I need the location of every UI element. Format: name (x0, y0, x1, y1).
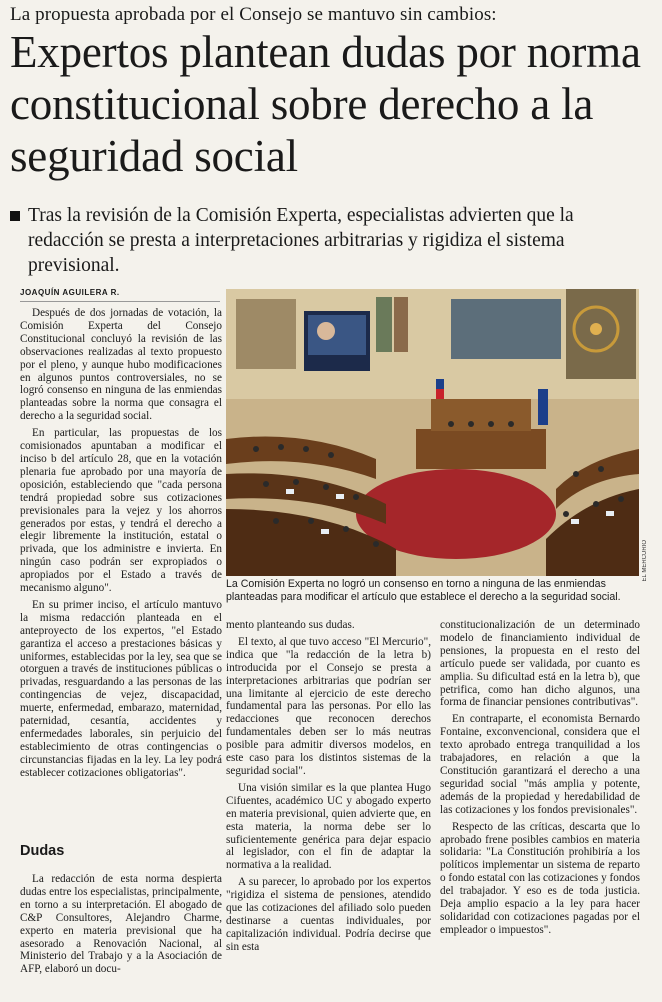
column-1 (20, 307, 222, 784)
chamber-illustration (226, 289, 639, 576)
kicker: La propuesta aprobada por el Consejo se mantuvo sin cambios: (10, 4, 497, 25)
paragraph: En su primer inciso, el artículo mantuvo la misma redacción planteada en el anteproyecto de los expertos, "el Estado garantiza el acceso a prestaciones básicas y uniformes, establecidas por la ley, sea que se otorguen a través de instituciones públicas o privadas, resguardando a las personas de las contingencias de vejez, discapacidad, muerte, enfermedad, embarazo, maternidad, paternidad, cesantía, accidentes y enfermedades laborales, sin perjuicio del establecimiento de otras contingencias o circunstancias fijadas en la ley. La ley podrá establecer cotizaciones obligatorias". (20, 598, 222, 779)
subhead: Dudas (20, 843, 65, 859)
byline-rule (20, 301, 220, 302)
photo-credit: EL MERCURIO (642, 540, 648, 582)
paragraph: constitucionalización de un determinado modelo de financiamiento individual de pensiones, la propuesta en el resto del artículo puede ser validada, por cuanto es amplia. Su dificultad está en la letra b), que petrifica, como han dicho algunos, una forma de financiar pensiones contributivas". (440, 619, 640, 709)
headline: Expertos plantean dudas por norma constitucional sobre derecho a la seguridad social (10, 27, 641, 181)
lead-bullet (10, 211, 20, 221)
byline: JOAQUÍN AGUILERA R. (20, 288, 120, 297)
paragraph: El texto, al que tuvo acceso "El Mercurio", indica que "la redacción de la letra b) introducida por el Consejo se presta a interpretaciones arbitrarias que podrían ser una limitante al ejercicio de este derecho fundamental para las personas. Por ello las redacciones que reconocen derechos fundamentales deben ser lo más neutras posible para admitir diversos modelos, en este caso para los distintos sistemas de la seguridad social". (226, 635, 431, 777)
paragraph: Después de dos jornadas de votación, la Comisión Experta del Consejo Constitucional concluyó la revisión de las observaciones realizadas al texto propuesto por el pleno, y aunque hubo modificaciones en algunos puntos controversiales, no se logró consenso en ninguna de las enmiendas planteadas sobre la norma que consagra el derecho a la seguridad social. (20, 307, 222, 423)
paragraph: A su parecer, lo aprobado por los expertos "rigidiza el sistema de pensiones, atendido que las cotizaciones del afiliado solo pueden destinarse a cuentas individuales, por capitalización individual. Podría decirse que sin esta (226, 876, 431, 953)
photo-caption: La Comisión Experta no logró un consenso en torno a ninguna de las enmiendas planteadas para modificar el artículo que establece el derecho a la seguridad social. (226, 578, 621, 603)
column-1-continued (20, 873, 222, 980)
column-3 (440, 619, 640, 941)
column-2 (226, 619, 431, 958)
paragraph: En contraparte, el economista Bernardo Fontaine, exconvencional, considera que el texto aprobado entrega tranquilidad a los trabajadores, en relación a que la Constitución garantizará el derecho a una seguridad social "más amplia y potente, además de la propiedad y heredabilidad de las cotizaciones y los fondos previsionales". (440, 713, 640, 816)
paragraph: mento planteando sus dudas. (226, 619, 355, 631)
lead: Tras la revisión de la Comisión Experta, especialistas advierten que la redacción se presta a interpretaciones arbitrarias y rigidiza el sistema previsional. (28, 205, 574, 276)
paragraph: En particular, las propuestas de los comisionados apuntaban a modificar el inciso b del artículo 28, que en la votación plenaria fue aprobado por una mayoría de oposición, estableciendo que "cada persona tendrá propiedad sobre sus cotizaciones previsionales para la vejez y los ahorros generados por estas, y tendrá el derecho a elegir libremente la institución, estatal o privada, que los administre e invierta. En ningún caso podrán ser expropiados o apropiados por el Estado a través de mecanismo alguno". (20, 427, 222, 595)
paragraph: Respecto de las críticas, descarta que lo aprobado frene posibles cambios en materia solidaria: "La Constitución prohibiría a los políticos implementar un sistema de reparto o fondo estatal con las cotizaciones y fondos del trabajador. Y eso es de toda justicia. Deja amplio espacio a la ley para hacer solidaridad con cotizaciones pagadas por el empleador o impuestos". (440, 820, 640, 936)
paragraph: Una visión similar es la que plantea Hugo Cifuentes, académico UC y abogado experto en materia previsional, quien advierte que, en esta materia, la norma debe ser lo suficientemente genérica para dejar espacio al legislador, con el fin de adaptar la normativa a la realidad. (226, 781, 431, 872)
chamber-photo (226, 289, 639, 576)
paragraph: La redacción de esta norma despierta dudas entre los especialistas, principalmente, en torno a su interpretación. El abogado de C&P Consultores, Alejandro Charme, experto en materia previsional que ha asesorado a Renovación Nacional, al Ministerio del Trabajo y a la Asociación de AFP, elaboró un docu- (20, 873, 222, 976)
